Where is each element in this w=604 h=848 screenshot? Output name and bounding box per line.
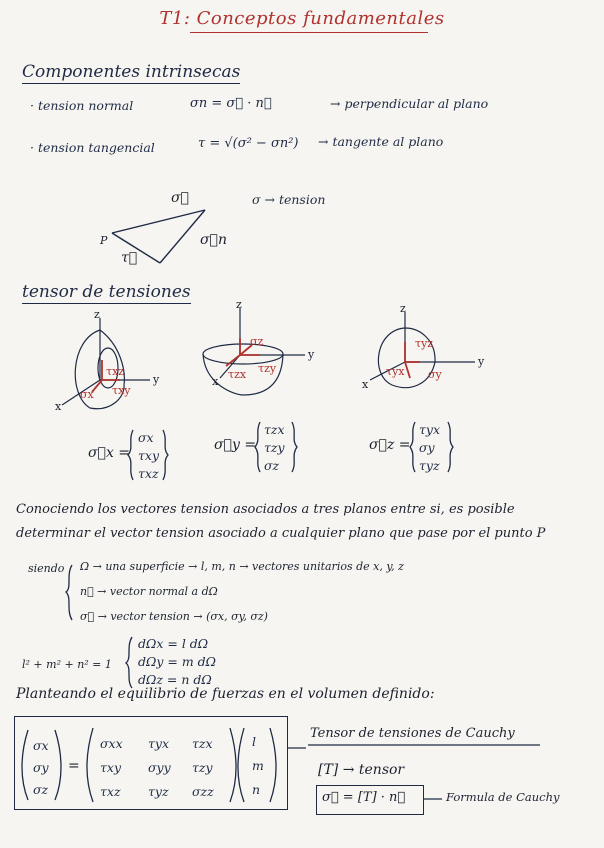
- vector-z-1: τyx: [419, 422, 441, 437]
- components-brace: [126, 637, 132, 688]
- triangle-p: P: [100, 234, 108, 247]
- cauchy-formula-label: Formula de Cauchy: [446, 790, 560, 804]
- cauchy-formula: σ⃗ = [T] · n⃗: [322, 790, 406, 805]
- siendo-line-3: σ⃗ → vector tension → (σx, σy, σz): [80, 610, 268, 623]
- fig3-label-1: τyz: [415, 337, 434, 350]
- component-x: dΩx = l dΩ: [138, 636, 209, 651]
- siendo-line-2: n⃗ → vector normal a dΩ: [80, 585, 218, 598]
- siendo-brace: [66, 565, 72, 620]
- matrix-rhs-2: m: [252, 758, 264, 773]
- figure-2: [203, 308, 305, 395]
- fig1-axis-x: x: [55, 400, 62, 413]
- triangle-sigma-n: σ⃗n: [200, 232, 227, 248]
- fig2-axis-y: y: [308, 348, 315, 361]
- siendo-line-1: Ω → una superficie → l, m, n → vectores unitarios de x, y, z: [80, 560, 404, 573]
- vector-x-2: τxy: [138, 448, 160, 463]
- fig2-label-2: τzx: [228, 368, 247, 381]
- vector-y-lhs: σ⃗y =: [214, 437, 257, 453]
- matrix-lhs-3: σz: [33, 782, 49, 797]
- vector-y-2: τzy: [264, 440, 285, 455]
- item-tangential-formula: τ = √(σ² − σn²): [198, 136, 299, 151]
- fig1-label-3: σx: [80, 388, 94, 401]
- item-normal-note: → perpendicular al plano: [330, 96, 489, 111]
- matrix-r2c3: τzy: [192, 760, 213, 775]
- equilibrium-text: Planteando el equilibrio de fuerzas en el volumen definido:: [16, 686, 435, 702]
- component-z: dΩz = n dΩ: [138, 672, 212, 687]
- vector-z-3: τyz: [419, 458, 440, 473]
- unit-relation: l² + m² + n² = 1: [22, 658, 112, 671]
- triangle-tau: τ⃗: [121, 250, 138, 266]
- vector-x-lhs: σ⃗x =: [88, 445, 131, 461]
- cauchy-tensor-label: Tensor de tensiones de Cauchy: [310, 726, 515, 741]
- fig2-label-1: σz: [250, 335, 264, 348]
- vector-z-lhs: σ⃗z =: [369, 437, 411, 453]
- fig3-label-2: τyx: [386, 365, 405, 378]
- item-tangential-name: · tension tangencial: [30, 140, 155, 155]
- triangle-sigma-note: σ → tension: [252, 192, 326, 207]
- vector-y-1: τzx: [264, 422, 285, 437]
- fig2-label-3: τzy: [258, 362, 277, 375]
- matrix-lhs-1: σx: [33, 738, 49, 753]
- vector-x-3: τxz: [138, 466, 159, 481]
- matrix-r3c2: τyz: [148, 784, 169, 799]
- matrix-r1c2: τyx: [148, 736, 170, 751]
- fig1-label-2: τxy: [112, 384, 131, 397]
- fig1-axis-z: z: [94, 308, 100, 321]
- paragraph-line-1: Conociendo los vectores tension asociados a tres planos entre si, es posible: [16, 502, 515, 517]
- item-normal-name: · tension normal: [30, 98, 134, 113]
- matrix-equals: =: [68, 758, 80, 774]
- fig1-axis-y: y: [153, 373, 160, 386]
- siendo-label: siendo: [28, 562, 65, 575]
- section-intrinsic: Componentes intrinsecas: [22, 62, 241, 82]
- item-normal-formula: σn = σ⃗ · n⃗: [190, 96, 272, 111]
- fig2-axis-x: x: [212, 375, 219, 388]
- fig3-label-3: σy: [428, 368, 442, 381]
- figure-1: [62, 318, 150, 409]
- fig2-axis-z: z: [236, 298, 242, 311]
- fig3-axis-y: y: [478, 355, 485, 368]
- matrix-lhs-2: σy: [33, 760, 49, 775]
- matrix-r2c1: τxy: [100, 760, 122, 775]
- matrix-r3c1: τxz: [100, 784, 121, 799]
- fig1-label-1: τxz: [106, 365, 125, 378]
- fig3-axis-z: z: [400, 302, 406, 315]
- matrix-rhs-3: n: [252, 782, 261, 797]
- triangle-sigma-label: σ⃗: [171, 190, 189, 206]
- page-title: T1: Conceptos fundamentales: [159, 8, 445, 29]
- vector-z-2: σy: [419, 440, 435, 455]
- matrix-r1c1: σxx: [100, 736, 123, 751]
- matrix-r3c3: σzz: [192, 784, 214, 799]
- matrix-rhs-1: l: [252, 734, 256, 749]
- item-tangential-note: → tangente al plano: [318, 134, 444, 149]
- matrix-r2c2: σyy: [148, 760, 171, 775]
- cauchy-T: [T] → tensor: [318, 762, 405, 778]
- paragraph-line-2: determinar el vector tension asociado a cualquier plano que pase por el punto P: [16, 526, 546, 541]
- vector-x-1: σx: [138, 430, 154, 445]
- matrix-r1c3: τzx: [192, 736, 213, 751]
- section-tensor: tensor de tensiones: [22, 282, 191, 302]
- fig3-axis-x: x: [362, 378, 369, 391]
- vector-y-3: σz: [264, 458, 280, 473]
- component-y: dΩy = m dΩ: [138, 654, 217, 669]
